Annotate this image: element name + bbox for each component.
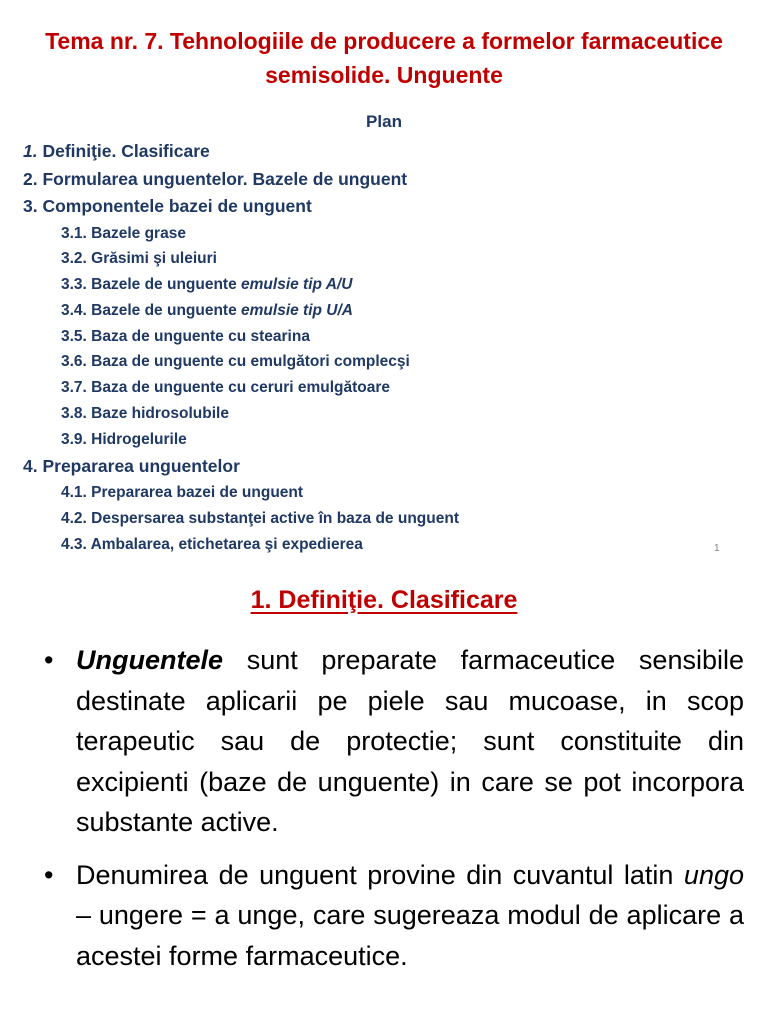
- plan-item-3-1: 3.1. Bazele grase: [61, 224, 186, 242]
- bullet-dot-icon: •: [44, 859, 54, 890]
- slide-title: Tema nr. 7. Tehnologiile de producere a formelor farmaceutice semisolide. Unguente: [45, 28, 723, 88]
- bullet-dot-icon: •: [44, 645, 54, 675]
- plan-item-3-8: 3.8. Baze hidrosolubile: [61, 405, 229, 423]
- bullet-text: sunt preparate farmaceutice sensibile destinate aplicarii pe piele sau mucoase, in scop terapeutic sau de protectie; sunt constituite din excipienti (baze de unguente) in care se pot incorpora substante active.: [76, 645, 744, 837]
- plan-item-2: 2. Formularea unguentelor. Bazele de unguent: [23, 168, 408, 189]
- plan-list: [0, 138, 459, 558]
- plan-item-text: 3.4. Bazele de unguente: [61, 301, 242, 319]
- plan-item-1: [0, 138, 459, 166]
- plan-item-4-3: 4.3. Ambalarea, etichetarea şi expedierea: [61, 535, 363, 553]
- page-number: 1: [714, 543, 720, 554]
- section-title: 1. Definiţie. Clasificare: [250, 586, 518, 614]
- plan-item-text: 3.3. Bazele de unguente: [61, 276, 242, 294]
- plan-item-text: Definiţie. Clasificare: [37, 141, 210, 161]
- plan-item-4: 4. Prepararea unguentelor: [23, 455, 240, 476]
- plan-item-3: 3. Componentele bazei de unguent: [23, 196, 312, 216]
- plan-item-3-2: 3.2. Grăsimi şi uleiuri: [61, 250, 217, 268]
- plan-item-3-7: 3.7. Baza de unguente cu ceruri emulgătoare: [61, 379, 391, 397]
- bullet-list: [44, 640, 744, 988]
- bullet-term: ungo: [683, 859, 744, 890]
- plan-item-number: 1.: [23, 141, 38, 161]
- bullet-term: Unguentele: [76, 645, 224, 675]
- bullet-item: [44, 855, 744, 977]
- plan-heading: Plan: [366, 112, 402, 131]
- plan-item-4-1: 4.1. Prepararea bazei de unguent: [61, 484, 304, 502]
- plan-item-3-4: [0, 298, 459, 324]
- plan-item-italic: emulsie tip A/U: [241, 276, 353, 294]
- bullet-text: Denumirea de unguent provine din cuvantul latin: [76, 859, 684, 890]
- plan-item-3-5: 3.5. Baza de unguente cu stearina: [61, 327, 310, 345]
- bullet-item: [44, 640, 744, 843]
- plan-item-3-9: 3.9. Hidrogelurile: [61, 430, 187, 448]
- plan-item-4-2: 4.2. Despersarea substanţei active în baza de unguent: [61, 509, 459, 527]
- plan-item-3-3: [0, 272, 459, 298]
- bullet-text: – ungere = a unge, care sugereaza modul de aplicare a acestei forme farmaceutice.: [76, 900, 744, 971]
- plan-item-italic: emulsie tip U/A: [241, 301, 353, 319]
- plan-item-3-6: 3.6. Baza de unguente cu emulgători complecşi: [61, 353, 410, 371]
- slide-definition: [0, 570, 768, 1024]
